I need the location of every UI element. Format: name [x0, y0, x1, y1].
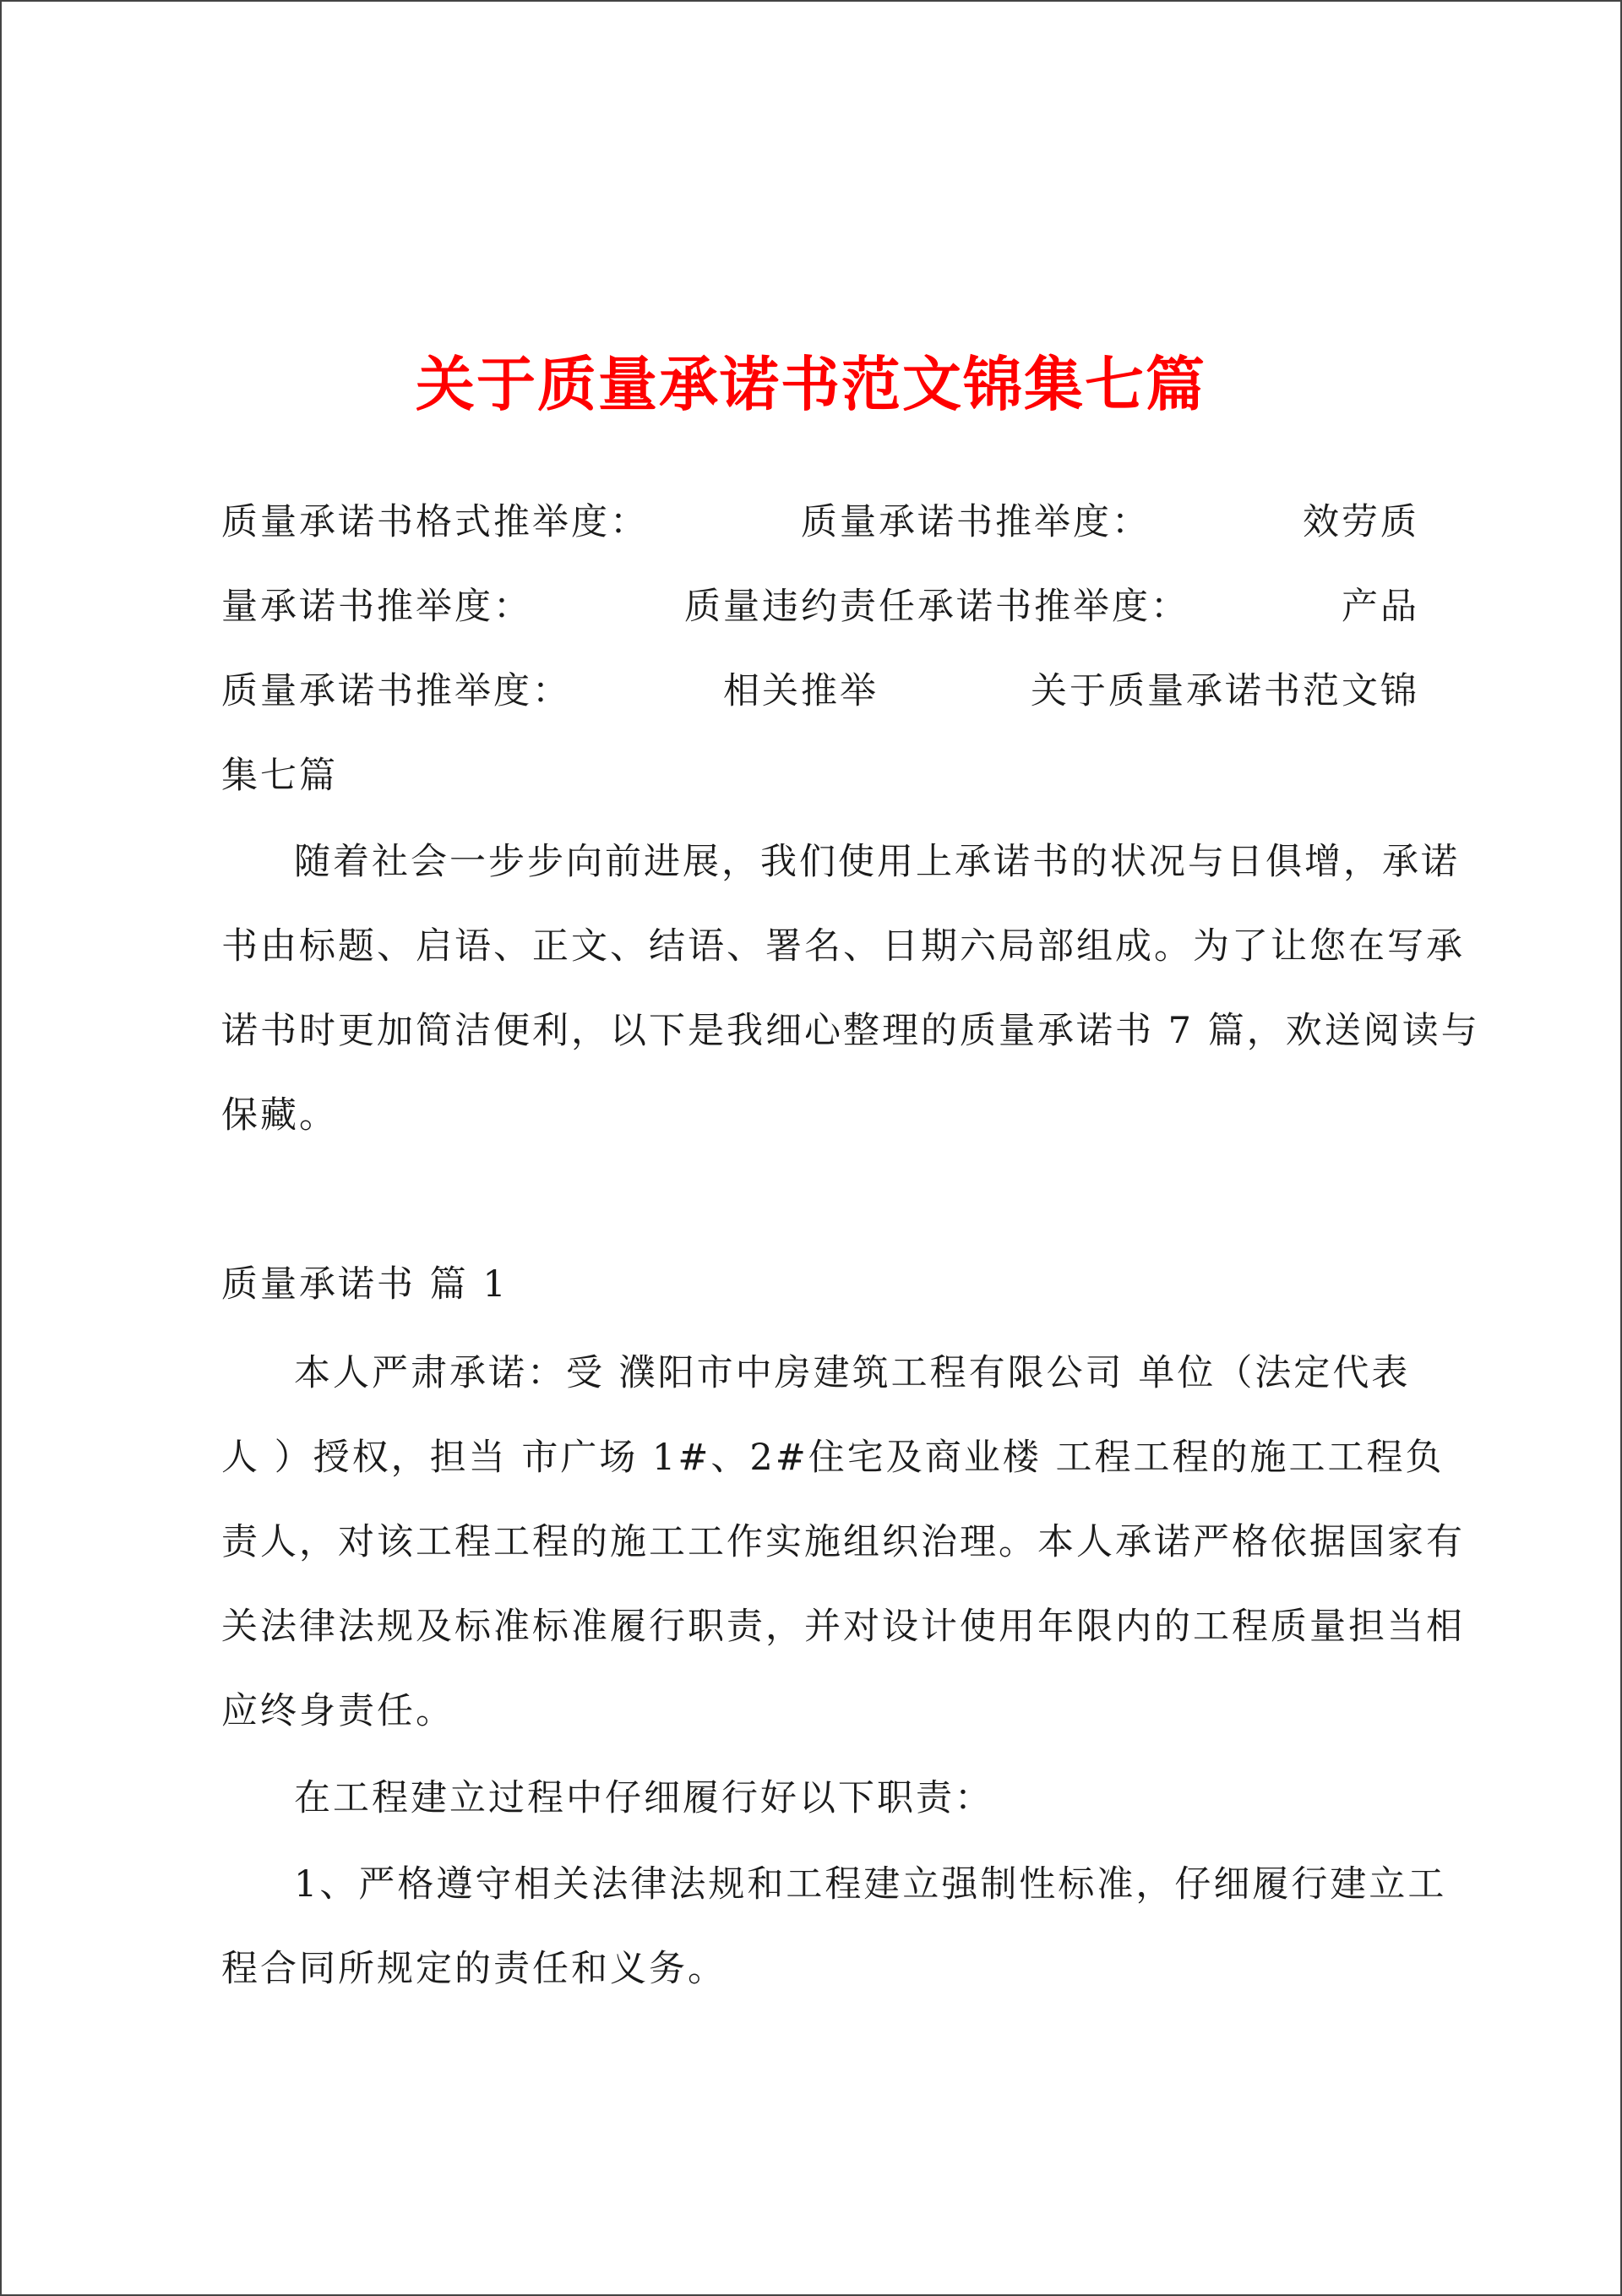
related-link[interactable]: 产品 [1342, 586, 1419, 628]
paragraph-line: 应终身责任。 [221, 1690, 454, 1732]
paragraph-line: 本人严肃承诺：受 濮阳市中房建筑工程有限公司 单位（法定代表 [294, 1352, 1411, 1394]
related-link[interactable]: 质量承诺书推举度： [801, 501, 1151, 543]
related-link[interactable]: 质量违约责任承诺书推举度： [684, 586, 1189, 628]
document-title: 关于质量承诺书范文锦集七篇 [416, 349, 1206, 419]
paragraph-line: 1、严格遵守相关法律法规和工程建立强制性标准，仔细履行建立工 [294, 1863, 1447, 1906]
intro-line: 随着社会一步步向前进展，我们使用上承诺书的状况与日俱增，承诺 [294, 841, 1460, 883]
section-heading: 质量承诺书 篇 1 [221, 1263, 509, 1306]
paragraph-line: 在工程建立过程中仔细履行好以下职责： [294, 1777, 993, 1819]
paragraph-line: 关法律法规及标准标准履行职责，并对设计使用年限内的工程质量担当相 [221, 1606, 1465, 1648]
paragraph-line: 程合同所规定的责任和义务。 [221, 1948, 727, 1990]
related-row-2 [221, 581, 1419, 632]
paragraph-line: 人 ）授权，担当 市广场 1#、2#住宅及商业楼 工程工程的施工工程负 [221, 1437, 1445, 1479]
related-row-4[interactable]: 集七篇 [221, 755, 338, 797]
related-label: 相关推举 [723, 670, 879, 712]
related-link[interactable]: 量承诺书推举度： [221, 586, 532, 628]
intro-line: 诺书时更加简洁便利，以下是我细心整理的质量承诺书 7 篇，欢送阅读与 [221, 1010, 1480, 1052]
related-link[interactable]: 关于质量承诺书范文锦 [1031, 670, 1419, 712]
paragraph-line: 责人，对该工程工程的施工工作实施组织治理。本人承诺严格依据国家有 [221, 1521, 1465, 1563]
related-row-3 [221, 666, 1419, 717]
intro-line: 保藏。 [221, 1094, 338, 1137]
related-link[interactable]: 效劳质 [1303, 501, 1419, 543]
related-link[interactable]: 质量承诺书推举度： [221, 670, 571, 712]
intro-line: 书由标题、启语、正文、结语、署名、日期六局部组成。为了让您在写承 [221, 925, 1465, 968]
related-link[interactable]: 质量承诺书格式推举度： [221, 501, 649, 543]
related-row-1 [221, 497, 1419, 548]
